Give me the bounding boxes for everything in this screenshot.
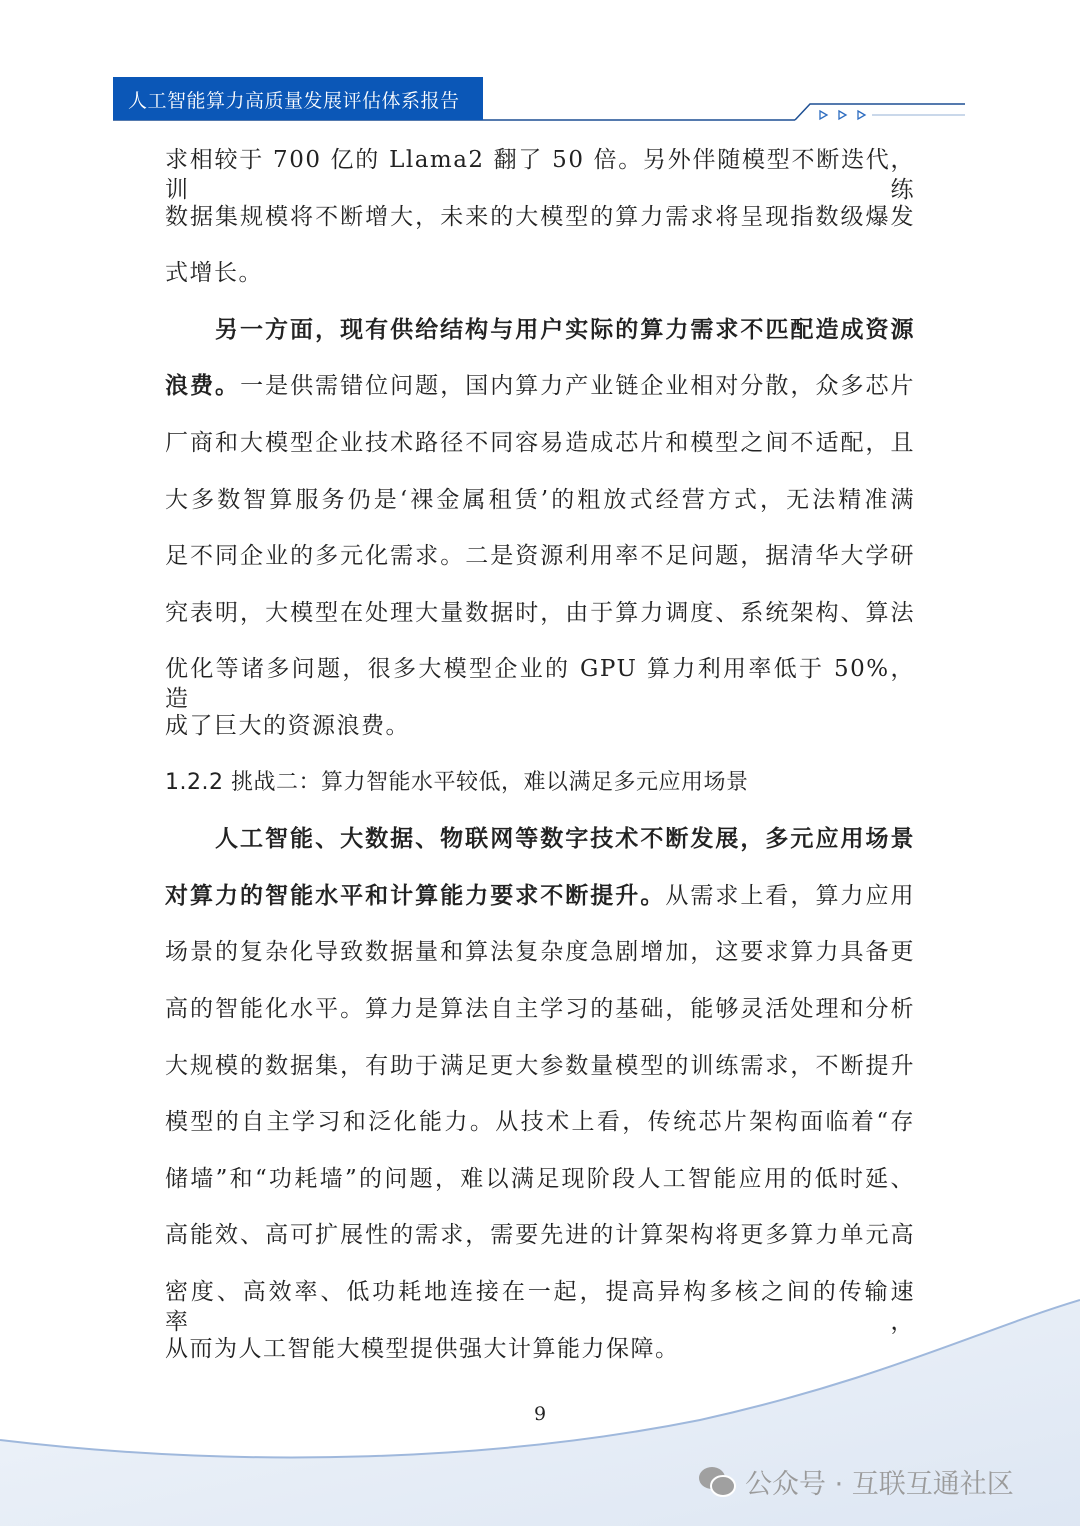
watermark-text: 公众号 · 互联互通社区 (745, 1469, 1014, 1500)
bold-text: 另一方面，现有供给结构与用户实际的算力需求不匹配造成资源 (215, 315, 915, 343)
text-segment: 一是供需错位问题，国内算力产业链企业相对分散，众多芯片 (240, 373, 916, 400)
text-line (165, 1164, 915, 1194)
text-segment: 从需求上看，算力应用 (665, 882, 916, 909)
bold-text: 对算力的智能水平和计算能力要求不断提升。 (165, 881, 666, 909)
text-line (215, 315, 915, 345)
arrow-icons (820, 111, 865, 119)
text-segment: 大多数智算服务仍是‘裸金属租赁’的粗放式经营方式，无法精准满 (165, 486, 915, 513)
wechat-icon (697, 1465, 737, 1499)
text-line (165, 598, 915, 628)
text-segment: 1.2.2 挑战二：算力智能水平较低，难以满足多元应用场景 (165, 769, 749, 795)
text-segment: 密度、高效率、低功耗地连接在一起，提高异构多核之间的传输速率， (165, 1279, 915, 1335)
text-segment: 究表明，大模型在处理大量数据时，由于算力调度、系统架构、算法 (165, 599, 915, 626)
bold-text: 人工智能、大数据、物联网等数字技术不断发展，多元应用场景 (215, 825, 915, 853)
text-segment: 大规模的数据集，有助于满足更大参数量模型的训练需求，不断提升 (165, 1052, 915, 1079)
text-line (165, 1107, 915, 1137)
text-line (165, 371, 915, 401)
text-segment: 模型的自主学习和泛化能力。从技术上看，传统芯片架构面临着“存 (165, 1109, 915, 1136)
text-line (165, 145, 915, 203)
text-line (165, 202, 915, 232)
text-segment: 成了巨大的资源浪费。 (165, 713, 410, 739)
text-segment: 优化等诸多问题，很多大模型企业的 GPU 算力利用率低于 50%，造 (165, 656, 915, 713)
text-line (165, 1220, 915, 1250)
bold-text: 浪费。 (165, 372, 241, 400)
text-line (165, 1051, 915, 1081)
text-segment: 从而为人工智能大模型提供强大计算能力保障。 (165, 1335, 680, 1362)
text-segment: 高的智能化水平。算力是算法自主学习的基础，能够灵活处理和分析 (165, 996, 915, 1022)
text-segment: 式增长。 (165, 260, 263, 287)
section-heading (165, 768, 915, 798)
text-line (165, 1277, 915, 1335)
text-line (165, 258, 915, 288)
text-line (165, 428, 915, 458)
text-line (215, 824, 915, 854)
text-line (165, 881, 915, 911)
text-segment: 储墙”和“功耗墙”的问题，难以满足现阶段人工智能应用的低时延、 (165, 1165, 915, 1192)
watermark (697, 1462, 1014, 1501)
text-line (165, 1334, 915, 1364)
text-line (165, 937, 915, 967)
text-line (165, 711, 915, 741)
text-line (165, 994, 915, 1024)
text-segment: 足不同企业的多元化需求。二是资源利用率不足问题，据清华大学研 (165, 543, 915, 570)
text-segment: 数据集规模将不断增大，未来的大模型的算力需求将呈现指数级爆发 (165, 203, 915, 230)
text-line (165, 485, 915, 515)
report-title: 人工智能算力高质量发展评估体系报告 (128, 90, 460, 112)
text-line (165, 541, 915, 571)
text-segment: 厂商和大模型企业技术路径不同容易造成芯片和模型之间不适配，且 (165, 430, 915, 456)
text-segment: 求相较于 700 亿的 Llama2 翻了 50 倍。另外伴随模型不断迭代，训练 (165, 147, 915, 203)
text-segment: 高能效、高可扩展性的需求，需要先进的计算架构将更多算力单元高 (165, 1222, 915, 1249)
text-segment: 场景的复杂化导致数据量和算法复杂度急剧增加，这要求算力具备更 (165, 939, 915, 966)
text-line (165, 654, 915, 713)
page-number: 9 (533, 1403, 547, 1425)
